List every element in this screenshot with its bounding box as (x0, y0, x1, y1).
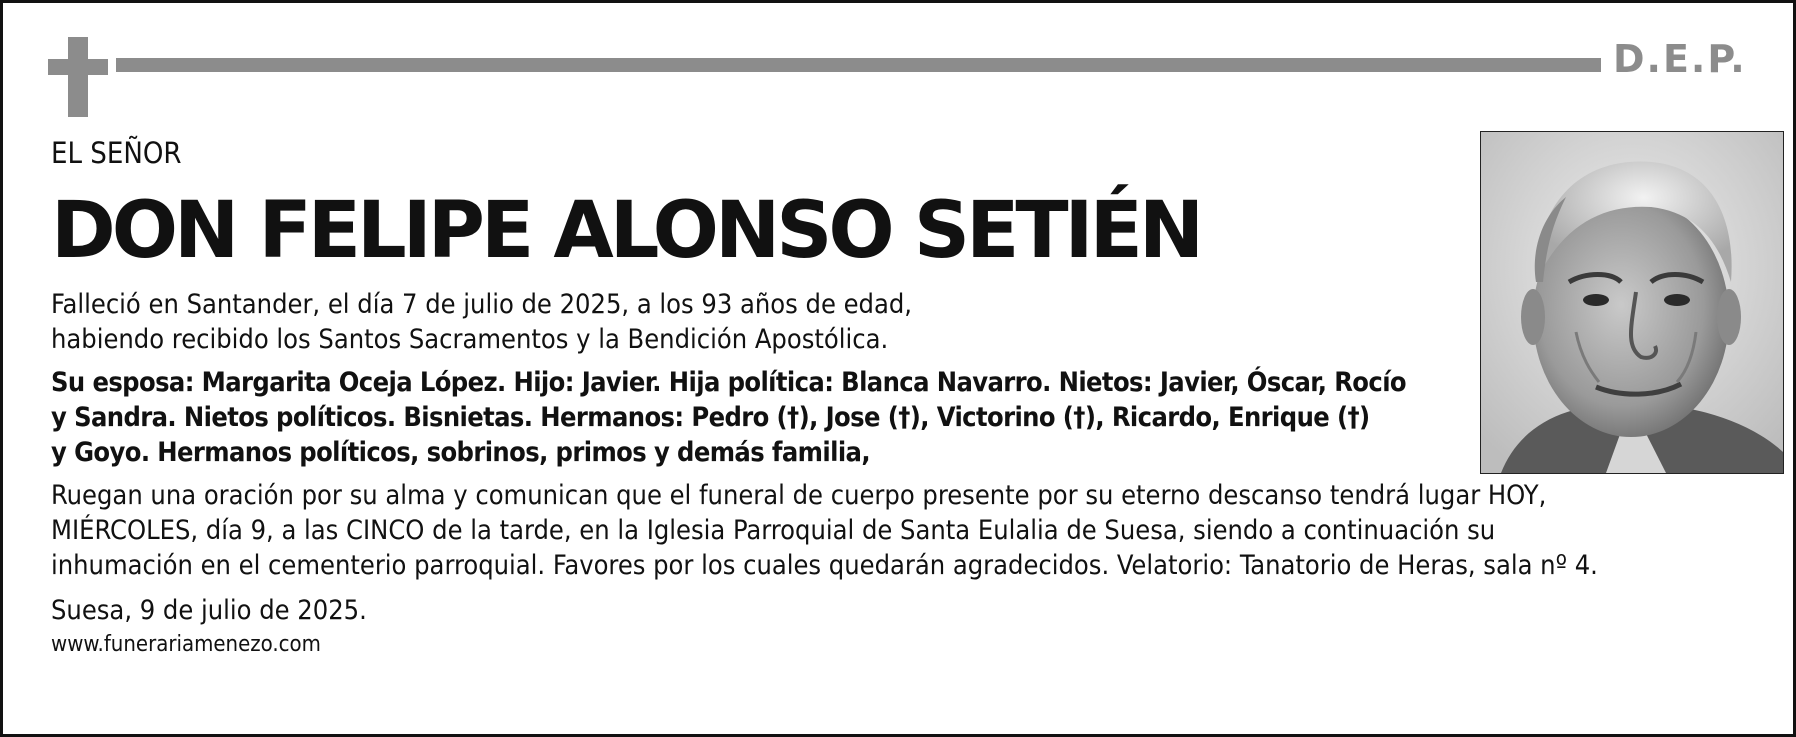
family-line: y Sandra. Nietos políticos. Bisnietas. Hermanos: Pedro (†), Jose (†), Victorino (†), Ricardo, Enrique (†) (51, 402, 1370, 433)
funeral-service (51, 478, 1598, 583)
header-bar (116, 58, 1601, 72)
family-line: Su esposa: Margarita Oceja López. Hijo: Javier. Hija política: Blanca Navarro. Nietos: Javier, Óscar, Rocío (51, 367, 1407, 398)
place-date: Suesa, 9 de julio de 2025. (51, 595, 367, 626)
notice-text (51, 133, 1598, 659)
cross-icon (48, 37, 108, 117)
death-line: Falleció en Santander, el día 7 de julio de 2025, a los 93 años de edad, (51, 289, 913, 320)
dep-badge: D.E.P. (1613, 37, 1747, 81)
death-line: habiendo recibido los Santos Sacramentos y la Bendición Apostólica. (51, 324, 889, 355)
honorific-label: EL SEÑOR (51, 136, 182, 170)
portrait-photo (1480, 131, 1784, 474)
service-line: Ruegan una oración por su alma y comunican que el funeral de cuerpo presente por su eterno descanso tendrá lugar HOY, (51, 480, 1547, 511)
death-details (51, 287, 1481, 357)
family-line: y Goyo. Hermanos políticos, sobrinos, primos y demás familia, (51, 437, 870, 468)
service-line: inhumación en el cementerio parroquial. Favores por los cuales quedarán agradecidos. Velatorio: Tanatorio de Heras, sala nº 4. (51, 550, 1598, 581)
header-rule (3, 3, 1793, 123)
family-list (51, 365, 1481, 470)
website-link[interactable]: www.funerariamenezo.com (51, 632, 321, 657)
service-line: MIÉRCOLES, día 9, a las CINCO de la tarde, en la Iglesia Parroquial de Santa Eulalia de Suesa, siendo a continuación su (51, 515, 1496, 546)
deceased-name: DON FELIPE ALONSO SETIÉN (51, 186, 1201, 276)
